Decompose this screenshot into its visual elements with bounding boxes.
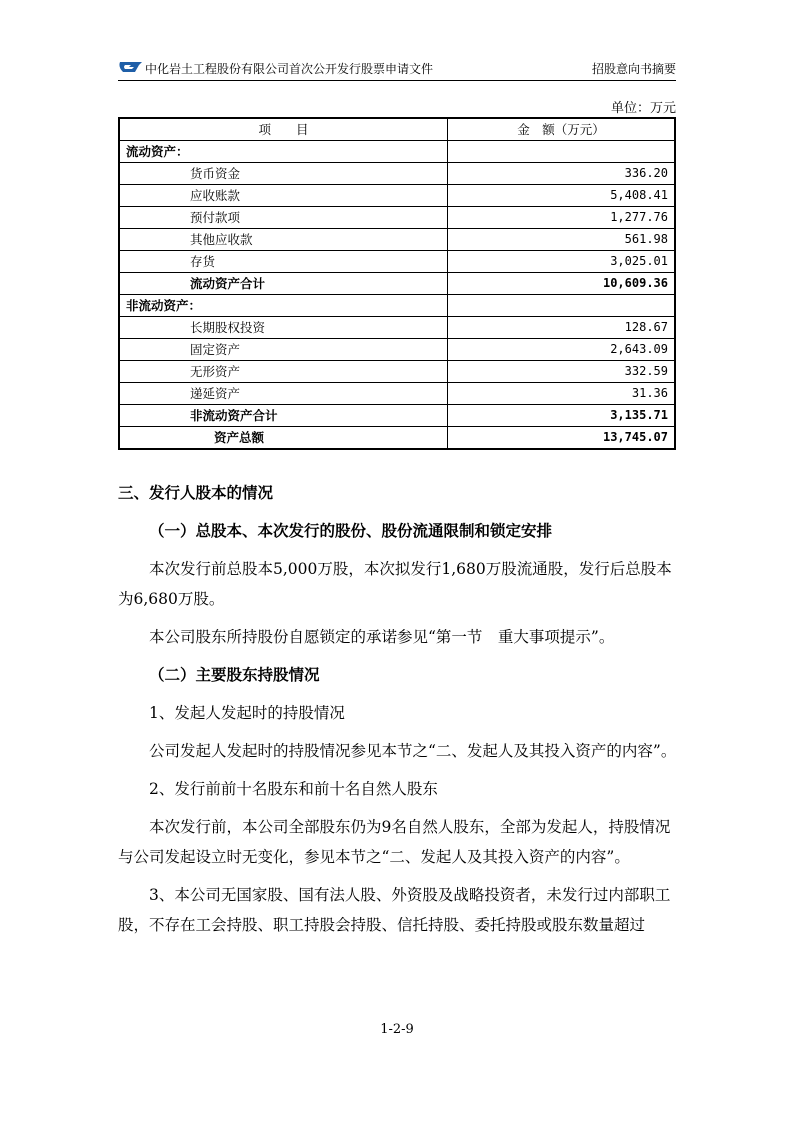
row-label: 货币资金 [119,163,448,185]
row-amount: 561.98 [448,229,676,251]
table-row [119,163,675,185]
row-amount: 3,025.01 [448,251,676,273]
table-row [119,295,675,317]
row-label: 预付款项 [119,207,448,229]
row-amount [448,295,676,317]
section-content [118,478,678,940]
table-row [119,383,675,405]
row-amount [448,141,676,163]
row-label: 资产总额 [119,427,448,450]
row-amount: 31.36 [448,383,676,405]
row-amount: 1,277.76 [448,207,676,229]
table-row [119,339,675,361]
table-row [119,251,675,273]
row-label: 流动资产： [119,141,448,163]
row-label: 非流动资产合计 [119,405,448,427]
table-header-row [119,118,675,141]
row-amount: 3,135.71 [448,405,676,427]
section-3-2-title: （二）主要股东持股情况 [149,665,320,684]
table-row [119,361,675,383]
row-label: 无形资产 [119,361,448,383]
table-row [119,317,675,339]
row-amount: 2,643.09 [448,339,676,361]
item-2-heading: 2、发行前前十名股东和前十名自然人股东 [149,780,438,798]
table-row [119,185,675,207]
unit-label: 单位：万元 [610,101,676,116]
table-row [119,427,675,450]
col-item-header: 项 目 [119,118,448,141]
row-label: 其他应收款 [119,229,448,251]
paragraph-no-state-shares: 3、本公司无国家股、国有法人股、外资股及战略投资者，未发行过内部职工股，不存在工会持股、职工持股会持股、信托持股、委托持股或股东数量超过 [118,886,671,934]
row-amount: 332.59 [448,361,676,383]
page-number: 1-2-9 [380,1022,414,1037]
row-label: 流动资产合计 [119,273,448,295]
row-label: 固定资产 [119,339,448,361]
col-amount-header: 金 额（万元） [448,118,676,141]
row-amount: 13,745.07 [448,427,676,450]
table-row [119,405,675,427]
header-doc-type: 招股意向书摘要 [591,62,676,76]
table-row [119,273,675,295]
paragraph-share-capital: 本次发行前总股本5,000万股，本次拟发行1,680万股流通股，发行后总股本为6,680万股。 [118,560,672,608]
table-row [119,229,675,251]
paragraph-lockup: 本公司股东所持股份自愿锁定的承诺参见“第一节 重大事项提示”。 [149,628,615,646]
row-label: 递延资产 [119,383,448,405]
balance-sheet-table [118,117,676,450]
row-amount: 128.67 [448,317,676,339]
section-3-title: 三、发行人股本的情况 [118,483,274,502]
table-row [119,207,675,229]
company-logo-icon [118,59,144,75]
paragraph-founder-holdings: 公司发起人发起时的持股情况参见本节之“二、发起人及其投入资产的内容”。 [149,742,677,760]
row-amount: 10,609.36 [448,273,676,295]
row-amount: 336.20 [448,163,676,185]
item-1-heading: 1、发起人发起时的持股情况 [149,704,345,722]
table-body [119,141,675,450]
table-row [119,141,675,163]
row-amount: 5,408.41 [448,185,676,207]
row-label: 长期股权投资 [119,317,448,339]
section-3-1-title: （一）总股本、本次发行的股份、股份流通限制和锁定安排 [149,521,553,540]
row-label: 非流动资产： [119,295,448,317]
page-header [118,56,676,81]
row-label: 应收账款 [119,185,448,207]
paragraph-top-shareholders: 本次发行前，本公司全部股东仍为9名自然人股东，全部为发起人，持股情况与公司发起设立时无变化，参见本节之“二、发起人及其投入资产的内容”。 [118,818,671,866]
header-company-doc: 中化岩土工程股份有限公司首次公开发行股票申请文件 [145,62,434,76]
row-label: 存货 [119,251,448,273]
